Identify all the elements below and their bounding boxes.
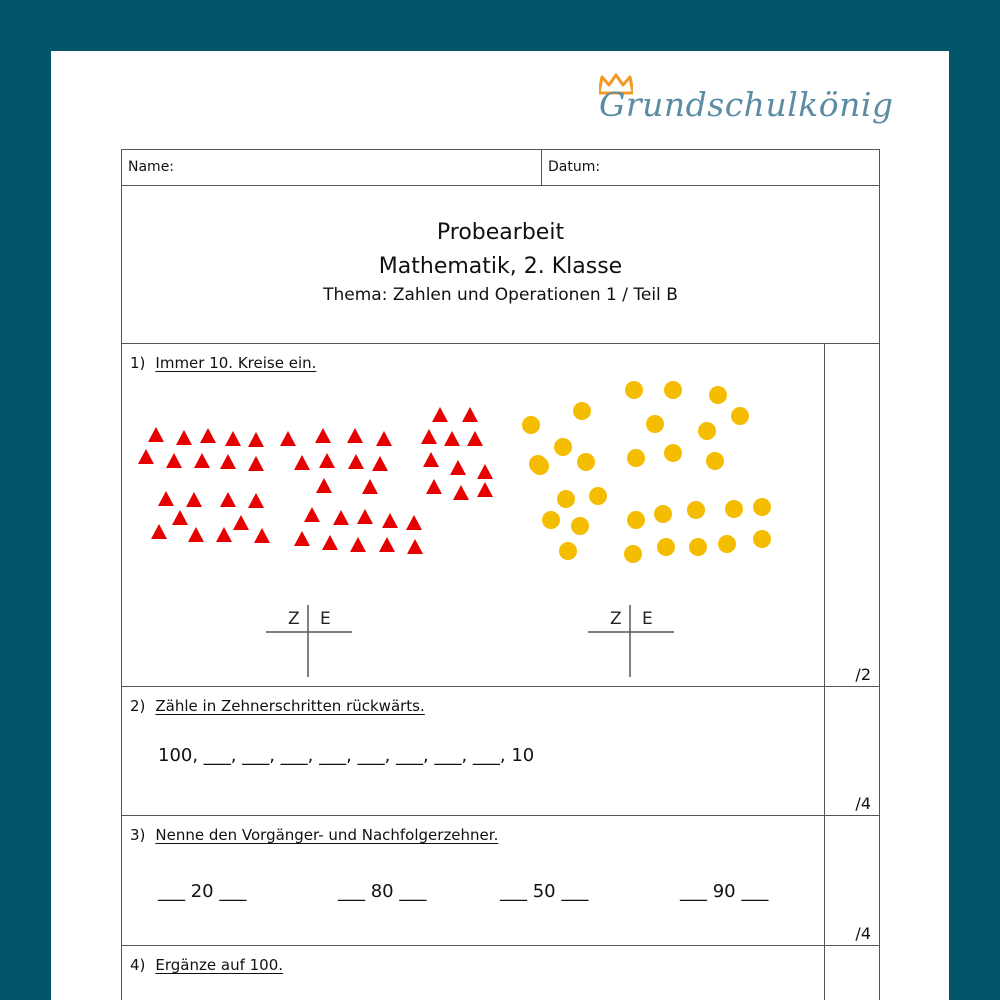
- red-triangle: [216, 527, 232, 542]
- yellow-dot: [522, 416, 540, 434]
- red-triangle: [348, 454, 364, 469]
- sequence-line[interactable]: 100, ___, ___, ___, ___, ___, ___, ___, ___, 10: [158, 745, 535, 766]
- task-text: Ergänze auf 100.: [155, 956, 284, 974]
- red-triangle: [225, 431, 241, 446]
- yellow-dot: [657, 538, 675, 556]
- red-triangle: [376, 431, 392, 446]
- yellow-dot: [627, 511, 645, 529]
- place-value-chart-2: [584, 599, 684, 679]
- brand-name: Grundschulkönig: [599, 85, 894, 124]
- task-number: 4): [130, 956, 146, 974]
- red-triangle: [254, 528, 270, 543]
- worksheet-page: [51, 51, 949, 1000]
- yellow-dot: [706, 452, 724, 470]
- red-triangle: [333, 510, 349, 525]
- yellow-dot: [753, 498, 771, 516]
- yellow-dot: [753, 530, 771, 548]
- red-triangle: [372, 456, 388, 471]
- task-text: Zähle in Zehnerschritten rückwärts.: [155, 697, 425, 715]
- yellow-dot: [577, 453, 595, 471]
- red-triangle: [172, 510, 188, 525]
- task-3: [122, 816, 825, 946]
- red-triangle: [138, 449, 154, 464]
- yellow-dot: [698, 422, 716, 440]
- task-2-heading: [130, 697, 425, 715]
- red-triangle: [347, 428, 363, 443]
- red-triangle: [220, 492, 236, 507]
- red-triangle: [444, 431, 460, 446]
- counting-objects: [122, 344, 822, 684]
- red-triangle: [200, 428, 216, 443]
- red-triangle: [350, 537, 366, 552]
- task-number: 1): [130, 354, 146, 372]
- red-triangle: [407, 539, 423, 554]
- neighbor-tens-item-1[interactable]: ___ 20 ___: [158, 881, 247, 902]
- yellow-dot: [664, 381, 682, 399]
- task-4-heading: [130, 956, 283, 974]
- red-triangle: [453, 485, 469, 500]
- title-box: [122, 186, 879, 344]
- yellow-dot: [718, 535, 736, 553]
- yellow-dot: [725, 500, 743, 518]
- red-triangle: [304, 507, 320, 522]
- task-4-points[interactable]: [825, 946, 879, 1000]
- date-label: Datum:: [548, 159, 601, 175]
- red-triangle: [176, 430, 192, 445]
- red-triangle: [477, 482, 493, 497]
- exam-subject: Mathematik, 2. Klasse: [378, 254, 623, 279]
- red-triangle: [166, 453, 182, 468]
- red-triangle: [151, 524, 167, 539]
- red-triangle: [220, 454, 236, 469]
- red-triangle: [379, 537, 395, 552]
- task-number: 3): [130, 826, 146, 844]
- yellow-dot: [542, 511, 560, 529]
- red-triangle: [158, 491, 174, 506]
- red-triangle: [186, 492, 202, 507]
- red-triangle: [194, 453, 210, 468]
- red-triangle: [188, 527, 204, 542]
- task-number: 2): [130, 697, 146, 715]
- red-triangle: [362, 479, 378, 494]
- red-triangle: [462, 407, 478, 422]
- red-triangle: [294, 455, 310, 470]
- red-triangle: [280, 431, 296, 446]
- yellow-dot: [664, 444, 682, 462]
- yellow-dot: [559, 542, 577, 560]
- yellow-dot: [687, 501, 705, 519]
- red-triangle: [248, 432, 264, 447]
- date-field[interactable]: [542, 150, 878, 185]
- yellow-dot: [573, 402, 591, 420]
- header-row: [122, 150, 879, 186]
- red-triangle: [322, 535, 338, 550]
- task-2: [122, 687, 825, 816]
- yellow-dot: [689, 538, 707, 556]
- brand-logo: [599, 73, 929, 133]
- yellow-dot: [554, 438, 572, 456]
- task-text: Immer 10. Kreise ein.: [155, 354, 317, 372]
- neighbor-tens-item-2[interactable]: ___ 80 ___: [338, 881, 427, 902]
- name-field[interactable]: [122, 150, 542, 185]
- tens-label: Z: [288, 609, 300, 629]
- task-3-heading: [130, 826, 498, 844]
- task-4: [122, 946, 825, 1000]
- red-triangle: [406, 515, 422, 530]
- red-triangle: [248, 493, 264, 508]
- red-triangle: [423, 452, 439, 467]
- yellow-dot: [627, 449, 645, 467]
- red-triangle: [319, 453, 335, 468]
- red-triangle: [233, 515, 249, 530]
- tens-label: Z: [610, 609, 622, 629]
- yellow-dot: [731, 407, 749, 425]
- red-triangle: [148, 427, 164, 442]
- yellow-dot: [589, 487, 607, 505]
- name-label: Name:: [128, 159, 175, 175]
- red-triangle: [477, 464, 493, 479]
- yellow-dot: [625, 381, 643, 399]
- red-triangle: [450, 460, 466, 475]
- task-2-points[interactable]: [825, 687, 879, 816]
- points-label: /4: [855, 794, 871, 813]
- task-text: Nenne den Vorgänger- und Nachfolgerzehner.: [155, 826, 499, 844]
- yellow-dot: [624, 545, 642, 563]
- exam-topic: Thema: Zahlen und Operationen 1 / Teil B: [323, 285, 678, 305]
- red-triangle: [432, 407, 448, 422]
- yellow-dot: [709, 386, 727, 404]
- task-1: [122, 344, 825, 687]
- neighbor-tens-item-4[interactable]: ___ 90 ___: [680, 881, 769, 902]
- red-triangle: [294, 531, 310, 546]
- red-triangle: [467, 431, 483, 446]
- yellow-dot: [557, 490, 575, 508]
- exam-title: Probearbeit: [436, 220, 565, 245]
- yellow-dot: [654, 505, 672, 523]
- neighbor-tens-item-3[interactable]: ___ 50 ___: [500, 881, 589, 902]
- red-triangle: [426, 479, 442, 494]
- red-triangle: [382, 513, 398, 528]
- red-triangle: [315, 428, 331, 443]
- task-3-points[interactable]: [825, 816, 879, 946]
- points-label: /2: [855, 665, 871, 684]
- points-label: /4: [855, 924, 871, 943]
- yellow-dot: [531, 457, 549, 475]
- yellow-dot: [571, 517, 589, 535]
- red-triangle: [357, 509, 373, 524]
- red-triangle: [316, 478, 332, 493]
- red-triangle: [421, 429, 437, 444]
- task-1-points[interactable]: [825, 344, 879, 687]
- place-value-chart-1: [262, 599, 362, 679]
- exam-sheet: [121, 149, 880, 1000]
- ones-label: E: [642, 609, 653, 629]
- ones-label: E: [320, 609, 331, 629]
- yellow-dot: [646, 415, 664, 433]
- red-triangle: [248, 456, 264, 471]
